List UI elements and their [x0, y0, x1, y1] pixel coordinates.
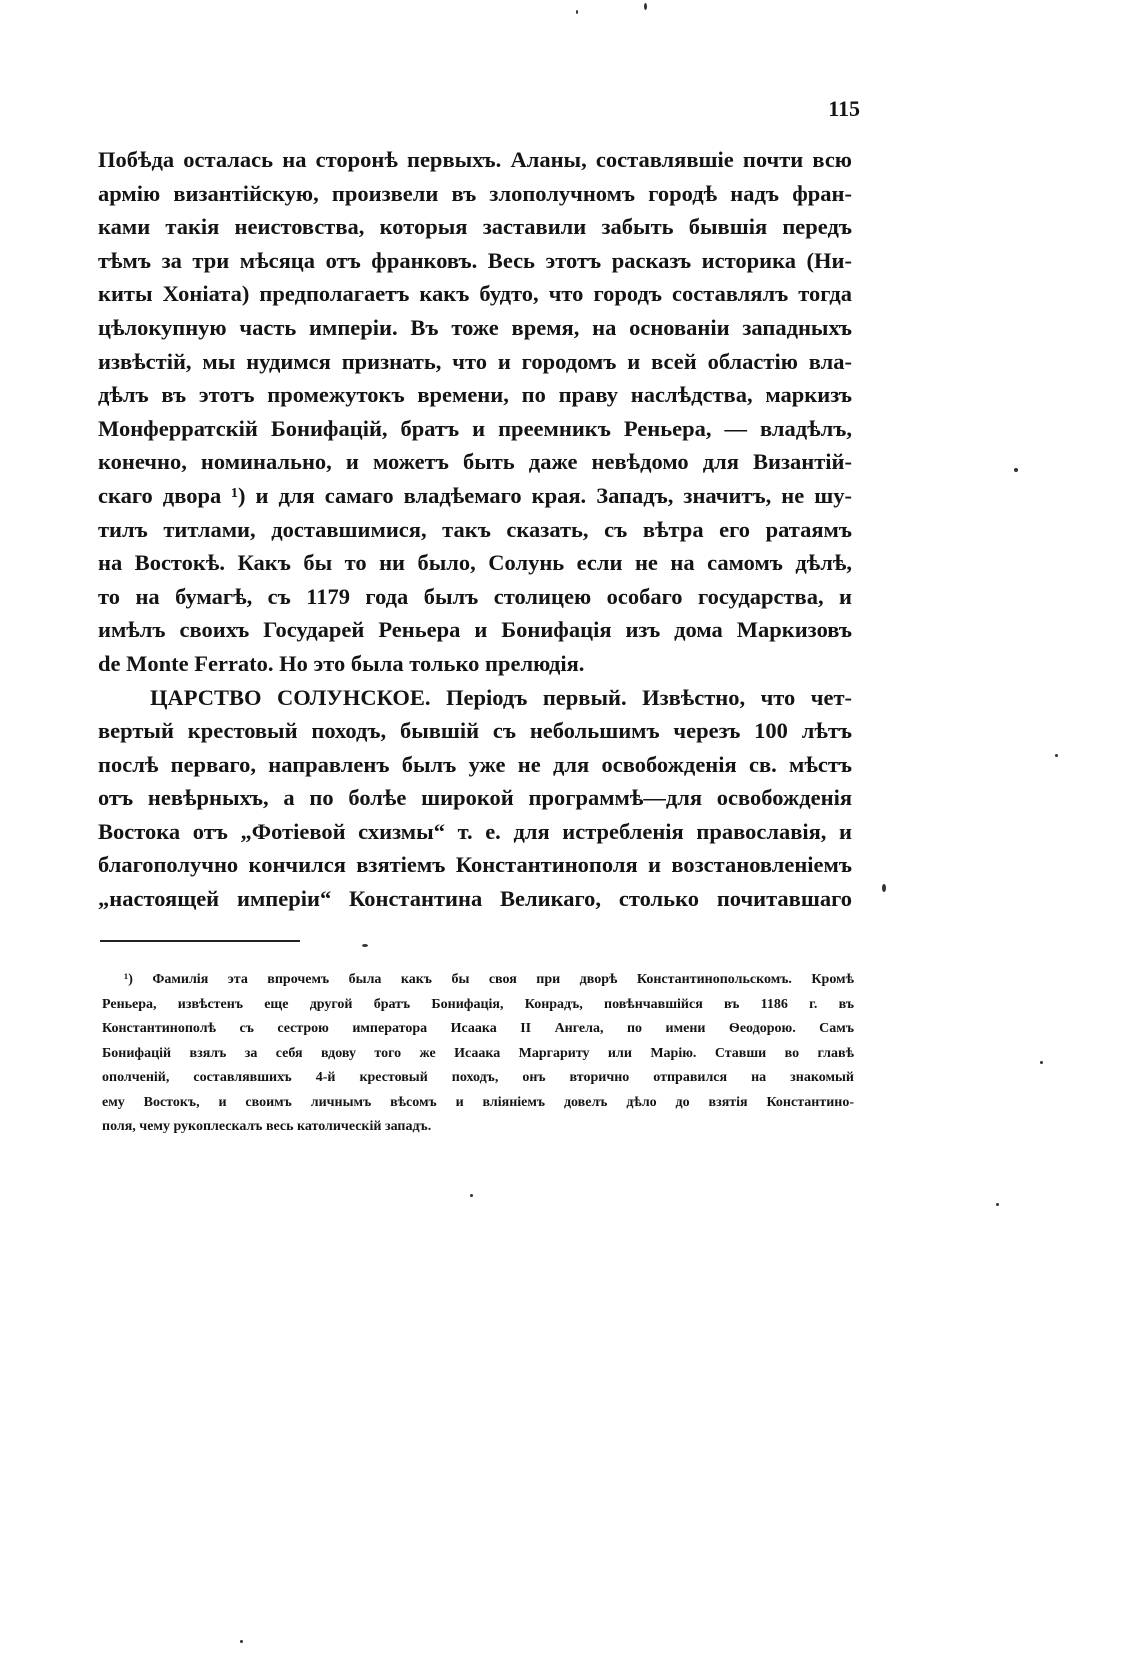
footnote-separator	[100, 940, 300, 942]
body-line: благополучно кончился взятіемъ Константинополя и возстановленіемъ	[98, 852, 852, 878]
body-line-section-heading: ЦАРСТВО СОЛУНСКОЕ. Періодъ первый. Извѣстно, что чет-	[150, 684, 852, 710]
body-line: Монферратскій Бонифацій, братъ и преемникъ Реньера, — владѣлъ,	[98, 415, 852, 441]
footnote-line: Константинополѣ съ сестрою императора Исаака II Ангела, по имени Ѳеодорою. Самъ	[102, 1021, 854, 1036]
body-line: на Востокѣ. Какъ бы то ни было, Солунь если не на самомъ дѣлѣ,	[98, 550, 852, 576]
scan-speck	[362, 944, 368, 947]
scan-speck	[882, 884, 886, 892]
body-line: ками такія неистовства, которыя заставили забыть бывшія передъ	[98, 214, 852, 240]
body-line: вертый крестовый походъ, бывшій съ небольшимъ черезъ 100 лѣтъ	[98, 718, 852, 744]
body-line: извѣстій, мы нудимся признать, что и городомъ и всей областію вла-	[98, 348, 852, 374]
body-line: тилъ титлами, доставшимися, такъ сказать, съ вѣтра его ратаямъ	[98, 516, 852, 542]
body-line: имѣлъ своихъ Государей Реньера и Бонифація изъ дома Маркизовъ	[98, 617, 852, 643]
body-line: Востока отъ „Фотіевой схизмы“ т. е. для истребленія православія, и	[98, 818, 852, 844]
footnote-line: ему Востокъ, и своимъ личнымъ вѣсомъ и вліяніемъ довелъ дѣло до взятія Константино-	[102, 1094, 854, 1110]
main-text	[98, 143, 852, 916]
body-line: то на бумагѣ, съ 1179 года былъ столицею особаго государства, и	[98, 583, 852, 609]
footnote-line: поля, чему рукоплескалъ весь католическій западъ.	[102, 1119, 432, 1134]
body-line: отъ невѣрныхъ, а по болѣе широкой программѣ—для освобожденія	[98, 785, 852, 811]
footnote-line: Бонифацій взялъ за себя вдову того же Исаака Маргариту или Марію. Ставши во главѣ	[102, 1045, 854, 1061]
footnote-line: ¹) Фамилія эта впрочемъ была какъ бы своя при дворѣ Константинопольскомъ. Кромѣ	[124, 972, 854, 987]
body-line: тѣмъ за три мѣсяца отъ франковъ. Весь этотъ расказъ историка (Ни-	[98, 247, 852, 273]
scan-speck	[1014, 468, 1018, 472]
scan-speck	[644, 3, 647, 10]
body-line: киты Хоніата) предполагаетъ какъ будто, что городъ составлялъ тогда	[98, 281, 852, 307]
footnotes	[102, 968, 854, 1140]
footnote-line: ополченій, составлявшихъ 4-й крестовый походъ, онъ вторично отправился на знакомый	[102, 1070, 854, 1085]
scan-speck	[576, 10, 578, 14]
scan-speck	[1040, 1061, 1043, 1064]
body-line: послѣ перваго, направленъ былъ уже не для освобожденія св. мѣстъ	[98, 751, 852, 777]
body-line: цѣлокупную часть имперіи. Въ тоже время, на основаніи западныхъ	[98, 314, 852, 340]
body-line: Побѣда осталась на сторонѣ первыхъ. Аланы, составлявшіе почти всю	[98, 147, 852, 172]
page-number: 115	[828, 96, 860, 121]
body-line: de Monte Ferrato. Но это была только прелюдія.	[98, 650, 585, 676]
scan-speck	[1055, 754, 1058, 757]
scan-speck	[240, 1640, 243, 1643]
scan-speck	[996, 1203, 999, 1206]
body-line: „настоящей имперіи“ Константина Великаго, столько почитавшаго	[98, 886, 852, 912]
body-line: скаго двора ¹) и для самаго владѣемаго края. Западъ, значитъ, не шу-	[98, 482, 852, 508]
footnote-line: Реньера, извѣстенъ еще другой братъ Бонифація, Конрадъ, повѣнчавшійся въ 1186 г. въ	[102, 996, 854, 1012]
body-line: дѣлъ въ этотъ промежутокъ времени, по праву наслѣдства, маркизъ	[98, 382, 852, 408]
body-line: армію византійскую, произвели въ злополучномъ городѣ надъ фран-	[98, 180, 852, 206]
body-line: конечно, номинально, и можетъ быть даже невѣдомо для Византій-	[98, 449, 852, 475]
scan-speck	[470, 1194, 473, 1197]
